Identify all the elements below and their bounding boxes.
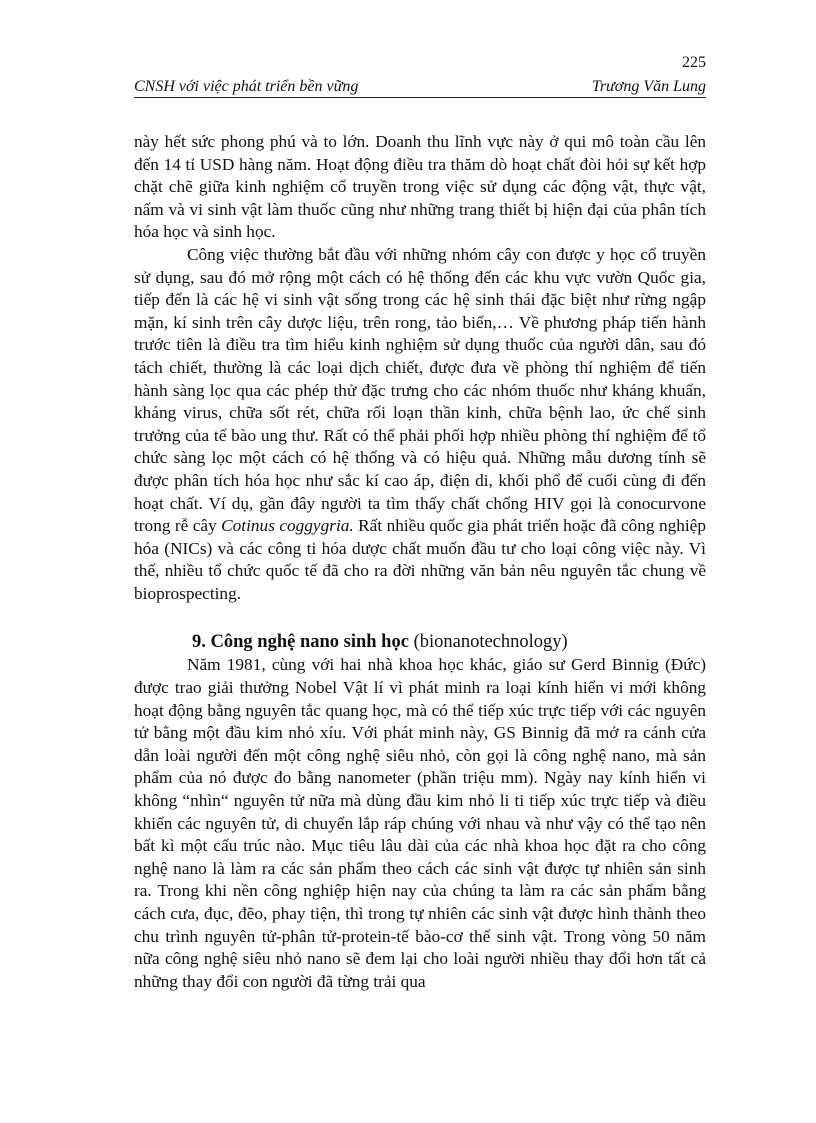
body-text xyxy=(134,131,706,993)
species-name: Cotinus coggygria. xyxy=(221,516,354,536)
header-author: Trương Văn Lung xyxy=(591,78,706,95)
paragraph-text: Rất nhiều quốc gia phát triển hoặc đã công nghiệp hóa (NICs) và các công ti hóa dược chất muốn đầu tư cho loại công việc này. Vì thế, nhiều tổ chức quốc tế đã cho ra đời những văn bản nêu nguyên tắc chung về bioprospecting. xyxy=(134,516,706,603)
paragraph-screening-process xyxy=(134,244,706,606)
section-subtitle: (bionanotechnology) xyxy=(408,632,568,653)
page-number: 225 xyxy=(682,54,706,71)
running-header xyxy=(134,78,706,98)
header-book-title: CNSH với việc phát triển bền vững xyxy=(134,78,359,95)
paragraph-text: Công việc thường bắt đầu với những nhóm cây con được y học cổ truyền sử dụng, sau đó mở rộng một cách có hệ thống đến các khu vực vườn Quốc gia, tiếp đến là các hệ vi sinh vật sống trong các hệ sinh thái đặc biệt như rừng ngập mặn, kí sinh trên cây dược liệu, trên rong, tảo biển,… Về phương pháp tiến hành trước tiên là điều tra tìm hiểu kinh nghiệm sử dụng thuốc của người dân, sau đó tách chiết, thường là các loại dịch chiết, được đưa về phòng thí nghiệm để tiến hành sàng lọc qua các phép thử đặc trưng cho các nhóm thuốc như kháng khuẩn, kháng virus, chữa sốt rét, chữa rối loạn thần kinh, chữa bệnh lao, ức chế sinh trưởng của tế bào ung thư. Rất có thể phải phối hợp nhiều phòng thí nghiệm để tổ chức sàng lọc một cách có hệ thống và có hiệu quả. Những mẫu dương tính sẽ được phân tích hóa học như sắc kí cao áp, điện di, khối phổ để cuối cùng đi đến hoạt chất. Ví dụ, gần đây người ta tìm thấy chất chống HIV gọi là conocurvone trong rễ cây xyxy=(134,244,706,536)
paragraph-continuation: này hết sức phong phú và to lớn. Doanh thu lĩnh vực này ở qui mô toàn cầu lên đến 14 tỉ USD hàng năm. Hoạt động điều tra thăm dò hoạt chất đòi hỏi sự kết hợp chặt chẽ giữa kinh nghiệm cổ truyền trong việc sử dụng các động vật, thực vật, nấm và vi sinh vật làm thuốc cũng như những trang thiết bị hiện đại của phân tích hóa học và sinh học. xyxy=(134,132,706,242)
paragraph-nanotechnology: Năm 1981, cùng với hai nhà khoa học khác, giáo sư Gerd Binnig (Đức) được trao giải thưởng Nobel Vật lí vì phát minh ra loại kính hiển vi mới không hoạt động bằng nguyên tắc quang học, mà có thể tiếp xúc trực tiếp với các nguyên tử bằng một đầu kim nhỏ xíu. Với phát minh này, GS Binnig đã mở ra cánh cửa dẫn loài người đến một công nghệ siêu nhỏ, còn gọi là công nghệ nano, mà sản phẩm của nó được đo bằng nanometer (phần triệu mm). Ngày nay kính hiển vi không “nhìn“ nguyên tử nữa mà dùng đầu kim nhỏ li ti tiếp xúc trực tiếp và điều khiển các nguyên tử, di chuyển lắp ráp chúng với nhau và như vậy có thể tạo nên bất kì một cấu trúc nào. Mục tiêu lâu dài của các nhà khoa học đặt ra cho công nghệ nano là làm ra các sản phẩm theo cách các sinh vật được tự nhiên sản sinh ra. Trong khi nền công nghiệp hiện nay của chúng ta làm ra các sản phẩm bằng cách cưa, đục, đẽo, phay tiện, thì trong tự nhiên các sinh vật được hình thành theo chu trình nguyên tử-phân tử-protein-tế bào-cơ thể sinh vật. Trong vòng 50 năm nữa công nghệ siêu nhỏ nano sẽ đem lại cho loài người nhiều thay đổi hơn tất cả những thay đổi con người đã từng trải qua xyxy=(134,655,706,991)
section-title: 9. Công nghệ nano sinh học xyxy=(192,632,409,653)
section-heading xyxy=(134,631,706,654)
